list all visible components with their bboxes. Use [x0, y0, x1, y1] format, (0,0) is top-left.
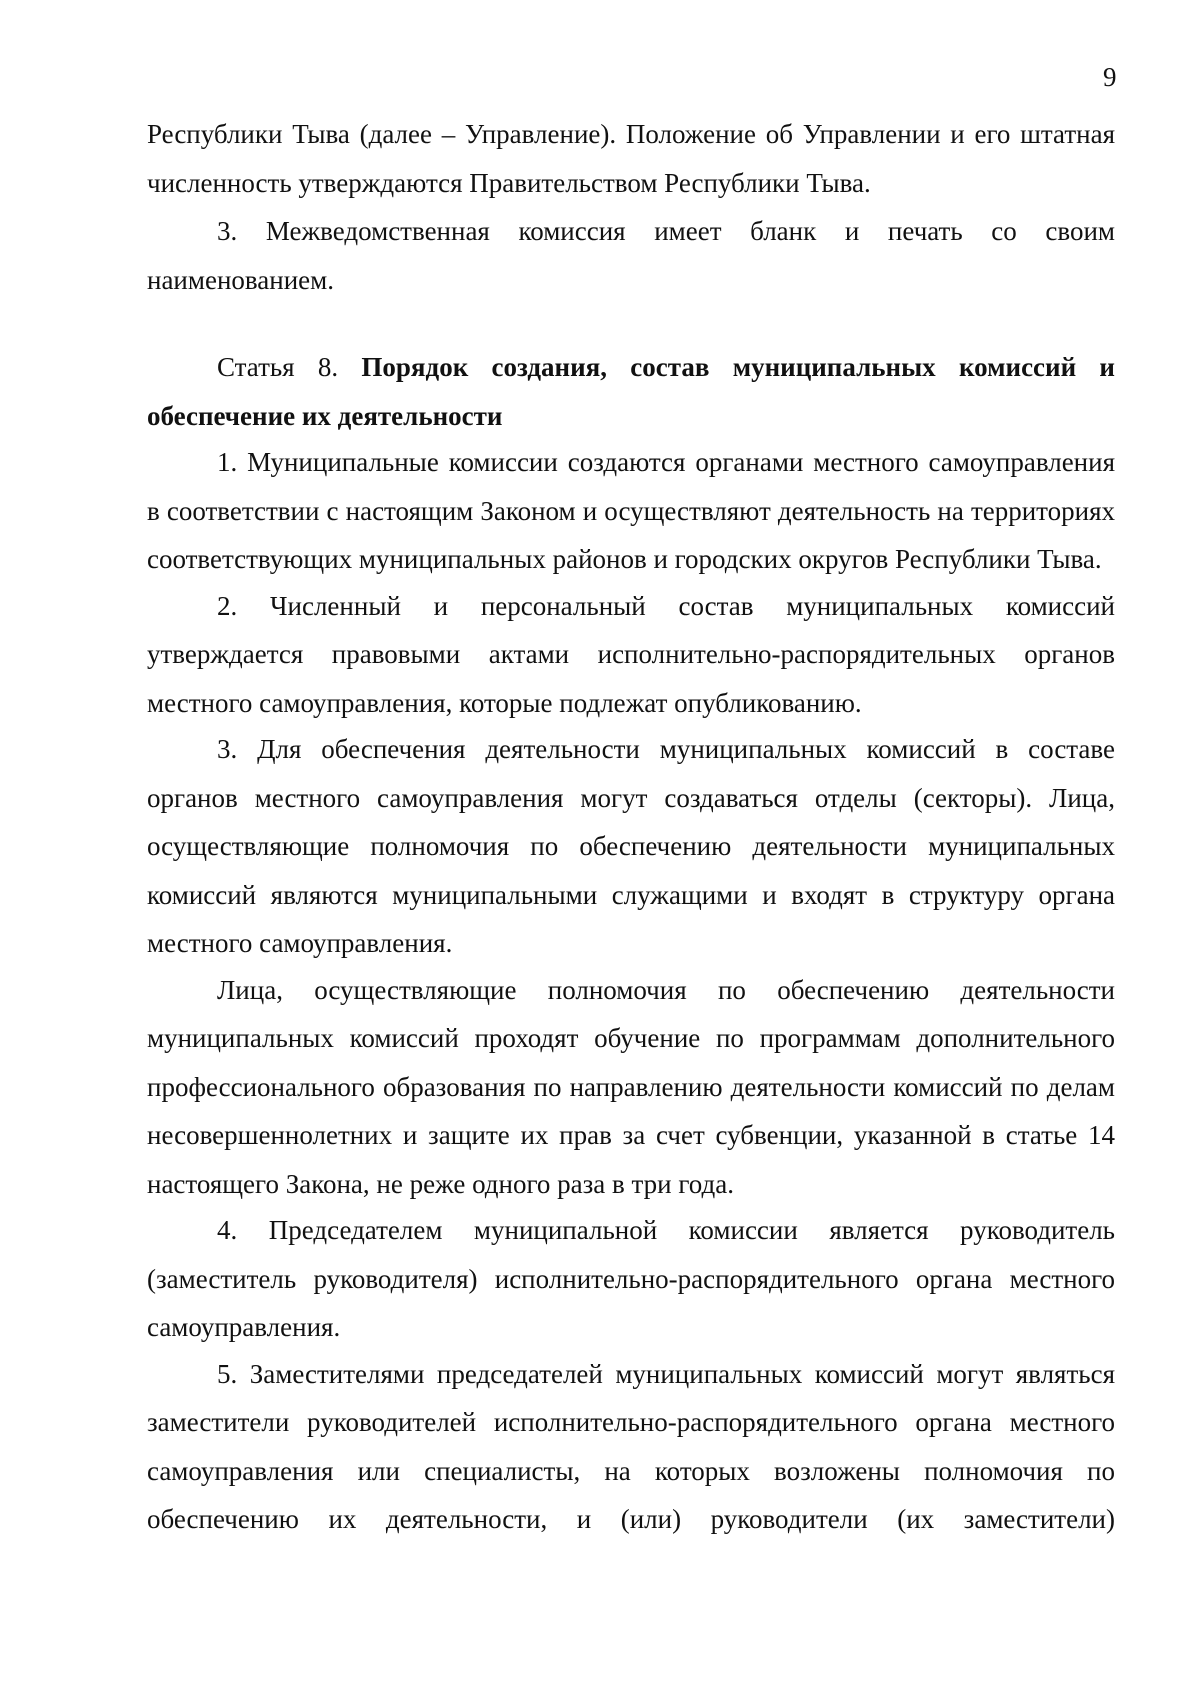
paragraph-item-3-sections: 3. Для обеспечения деятельности муниципальных комиссий в составе органов местного самоуправления могут создаваться отделы (секторы). Лица, осуществляющие полномочия по обеспечению деятельности муниципальных комиссий являются муниципальными служащими и входят в структуру органа местного самоуправления. [147, 734, 1115, 958]
paragraph-continuation: Республики Тыва (далее – Управление). Положение об Управлении и его штатная численность утверждаются Правительством Республики Тыва. [147, 119, 1115, 198]
paragraph-item-2: 2. Численный и персональный состав муниципальных комиссий утверждается правовыми актами исполнительно-распорядительных органов местного самоуправления, которые подлежат опубликованию. [147, 590, 1115, 718]
paragraph-item-1: 1. Муниципальные комиссии создаются органами местного самоуправления в соответствии с настоящим Законом и осуществляют деятельность на территориях соответствующих муниципальных районов и городских округов Республики Тыва. [147, 447, 1115, 574]
paragraph-item-3: 3. Межведомственная комиссия имеет бланк и печать со своим наименованием. [147, 216, 1115, 295]
article-heading [147, 343, 1115, 440]
article-number: Статья 8. [217, 352, 362, 382]
article-title: Порядок создания, состав муниципальных комиссий и обеспечение их деятельности [147, 352, 1115, 431]
paragraph-training: Лица, осуществляющие полномочия по обеспечению деятельности муниципальных комиссий проходят обучение по программам дополнительного профессионального образования по направлению деятельности комиссий по делам несовершеннолетних и защите их прав за счет субвенции, указанной в статье 14 настоящего Закона, не реже одного раза в три года. [147, 974, 1115, 1199]
paragraph-item-4: 4. Председателем муниципальной комиссии является руководитель (заместитель руководителя) исполнительно-распорядительного органа местного самоуправления. [147, 1215, 1115, 1342]
document-body [147, 110, 1115, 1544]
page-number: 9 [1103, 62, 1117, 92]
paragraph-item-5: 5. Заместителями председателей муниципальных комиссий могут являться заместители руководителей исполнительно-распорядительного органа местного самоуправления или специалисты, на которых возложены полномочия по обеспечению их деятельности, и (или) руководители (их заместители) [147, 1358, 1115, 1534]
